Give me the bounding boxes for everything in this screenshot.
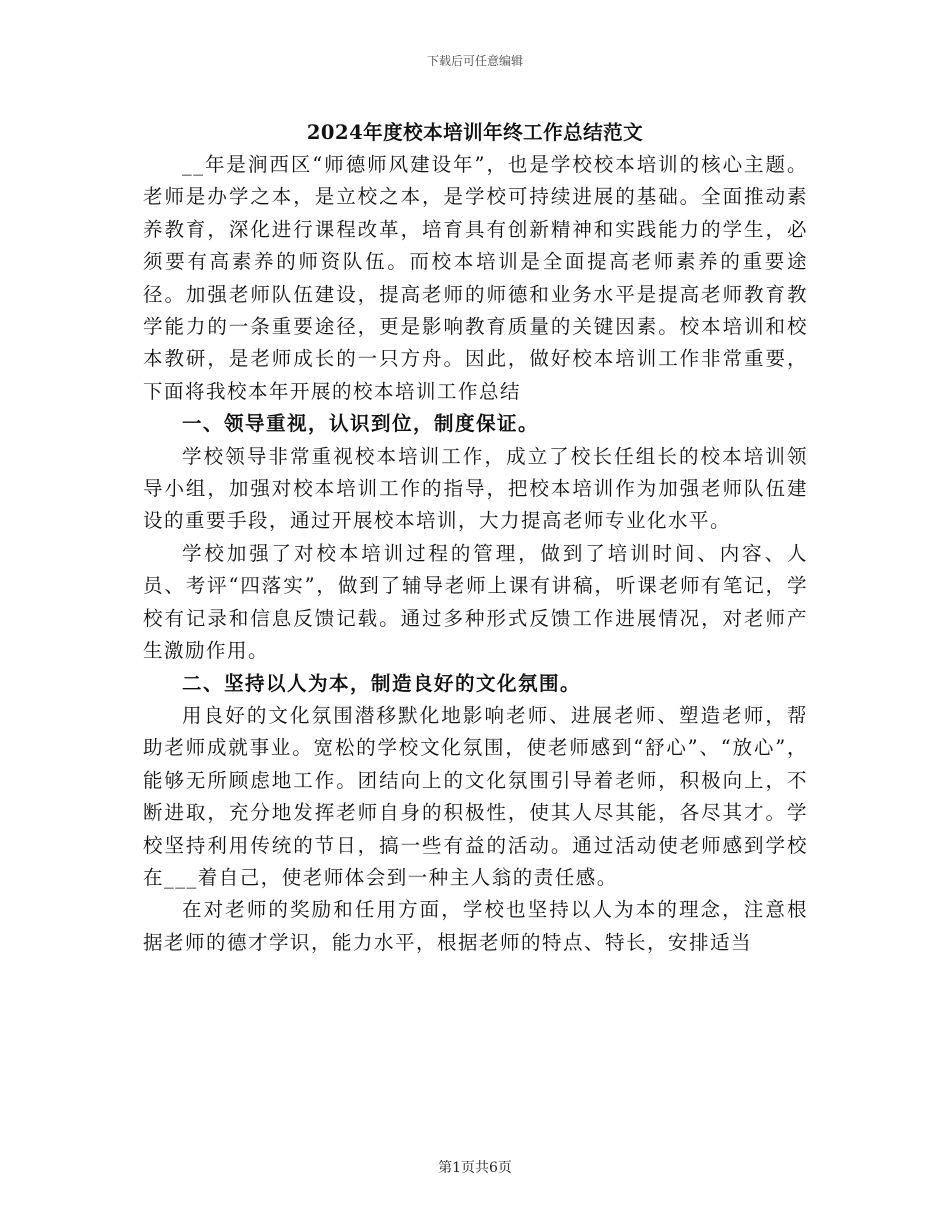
page-number: 第1页共6页 bbox=[438, 1160, 512, 1176]
section-2-paragraph-2: 在对老师的奖励和任用方面，学校也坚持以人为本的理念，注意根据老师的德才学识，能力水平，根据老师的特点、特长，安排适当 bbox=[143, 898, 808, 954]
section-2-paragraph-1: 用良好的文化氛围潜移默化地影响老师、进展老师、塑造老师，帮助老师成就事业。宽松的学校文化氛围，使老师感到“舒心”、“放心”，能够无所顾虑地工作。团结向上的文化氛围引导着老师，积极向上，不断进取，充分地发挥老师自身的积极性，使其人尽其能，各尽其才。学校坚持利用传统的节日，搞一些有益的活动。通过活动使老师感到学校在___着自己，使老师体会到一种主人翁的责任感。 bbox=[143, 703, 808, 889]
section-heading-1: 一、领导重视，认识到位，制度保证。 bbox=[182, 412, 540, 436]
header-note: 下载后可任意编辑 bbox=[426, 54, 523, 68]
document-body bbox=[143, 149, 808, 959]
section-1-paragraph-2: 学校加强了对校本培训过程的管理，做到了培训时间、内容、人员、考评“四落实”，做到了辅导老师上课有讲稿，听课老师有笔记，学校有记录和信息反馈记载。通过多种形式反馈工作进展情况，对老师产生激励作用。 bbox=[143, 541, 808, 663]
section-heading-2: 二、坚持以人为本，制造良好的文化氛围。 bbox=[182, 671, 582, 695]
intro-paragraph: __年是涧西区“师德师风建设年”，也是学校校本培训的核心主题。老师是办学之本，是立校之本，是学校可持续进展的基础。全面推动素养教育，深化进行课程改革，培育具有创新精神和实践能力的学生，必须要有高素养的师资队伍。而校本培训是全面提高老师素养的重要途径。加强老师队伍建设，提高老师的师德和业务水平是提高老师教育教学能力的一条重要途径，更是影响教育质量的关键因素。校本培训和校本教研，是老师成长的一只方舟。因此，做好校本培训工作非常重要，下面将我校本年开展的校本培训工作总结 bbox=[143, 153, 808, 403]
section-1-paragraph-1: 学校领导非常重视校本培训工作，成立了校长任组长的校本培训领导小组，加强对校本培训工作的指导，把校本培训作为加强老师队伍建设的重要手段，通过开展校本培训，大力提高老师专业化水平。 bbox=[143, 444, 808, 533]
document-title: 2024年度校本培训年终工作总结范文 bbox=[306, 121, 644, 144]
